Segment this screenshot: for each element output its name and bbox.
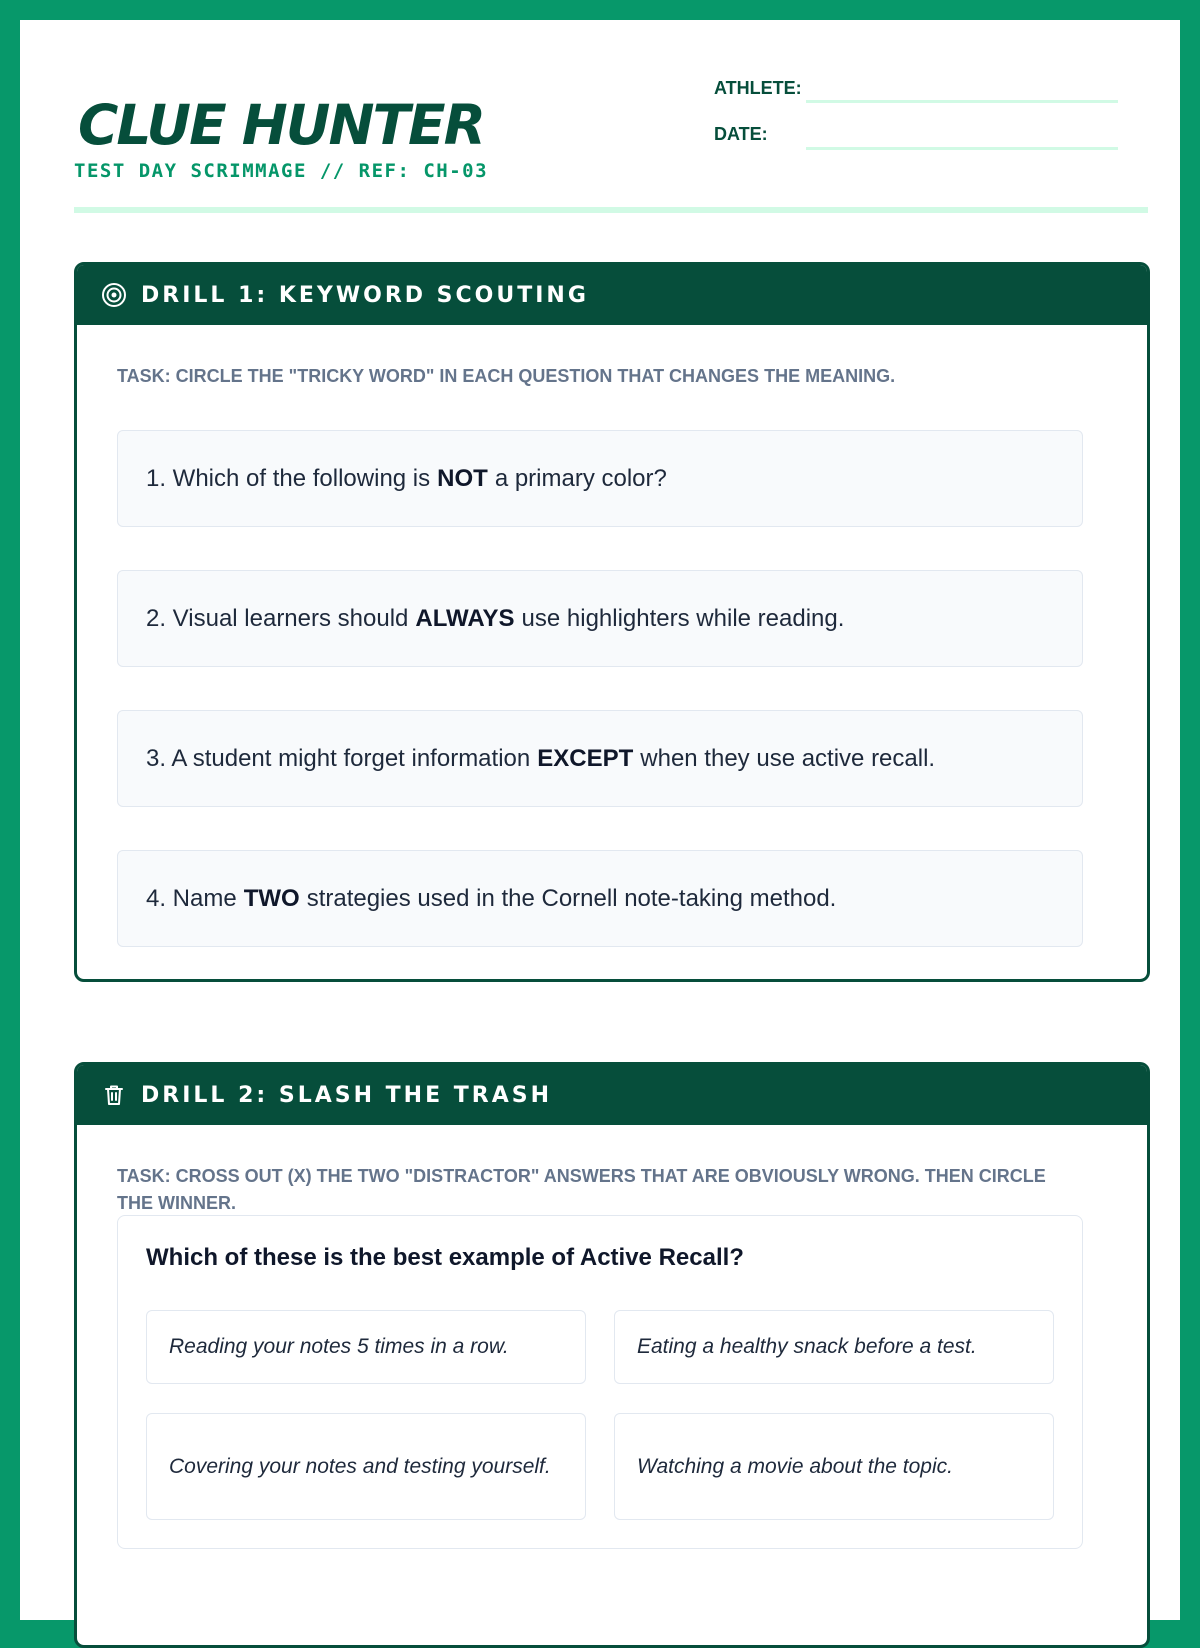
question-text: strategies used in the Cornell note-taking method. (306, 884, 837, 912)
question-card (117, 850, 1083, 947)
page-subtitle: TEST DAY SCRIMMAGE // REF: CH-03 (74, 160, 489, 182)
tricky-word[interactable]: NOT (437, 464, 488, 492)
date-label: DATE: (714, 124, 768, 144)
mcq-question: Which of these is the best example of Active Recall? (146, 1244, 744, 1271)
question-text: 1. Which of the following is (146, 464, 431, 492)
athlete-field[interactable] (806, 100, 1118, 103)
trash-icon (101, 1082, 127, 1108)
question-text: use highlighters while reading. (521, 604, 845, 632)
drill-1-task: TASK: CIRCLE THE "TRICKY WORD" IN EACH QUESTION THAT CHANGES THE MEANING. (117, 366, 896, 386)
header-divider (74, 207, 1148, 213)
target-icon (101, 282, 127, 308)
question-text: 3. A student might forget information (146, 744, 531, 772)
drill-1-title: DRILL 1: KEYWORD SCOUTING (141, 282, 589, 308)
drill-2-card (74, 1062, 1150, 1648)
drill-2-header (77, 1065, 1147, 1125)
worksheet-page (20, 20, 1180, 1620)
question-text: 2. Visual learners should (146, 604, 409, 632)
question-text: a primary color? (494, 464, 667, 492)
question-card (117, 710, 1083, 807)
worksheet-header (74, 20, 1148, 212)
tricky-word[interactable]: ALWAYS (415, 604, 515, 632)
question-card (117, 570, 1083, 667)
answer-option[interactable]: Eating a healthy snack before a test. (614, 1310, 1054, 1384)
answer-option[interactable]: Reading your notes 5 times in a row. (146, 1310, 586, 1384)
question-text: 4. Name (146, 884, 237, 912)
page-title: CLUE HUNTER (78, 93, 484, 157)
drill-1-card (74, 262, 1150, 982)
date-field[interactable] (806, 147, 1118, 150)
answer-option[interactable]: Watching a movie about the topic. (614, 1413, 1054, 1520)
question-card (117, 1215, 1083, 1549)
drill-2-task: TASK: CROSS OUT (X) THE TWO "DISTRACTOR" ANSWERS THAT ARE OBVIOUSLY WRONG. THEN CIRCLE THE WINNER. (117, 1166, 1046, 1213)
question-card (117, 430, 1083, 527)
athlete-label: ATHLETE: (714, 78, 802, 98)
question-text: when they use active recall. (640, 744, 936, 772)
tricky-word[interactable]: TWO (243, 884, 300, 912)
answer-option[interactable]: Covering your notes and testing yourself. (146, 1413, 586, 1520)
drill-2-title: DRILL 2: SLASH THE TRASH (141, 1082, 552, 1108)
drill-1-header (77, 265, 1147, 325)
tricky-word[interactable]: EXCEPT (537, 744, 634, 772)
